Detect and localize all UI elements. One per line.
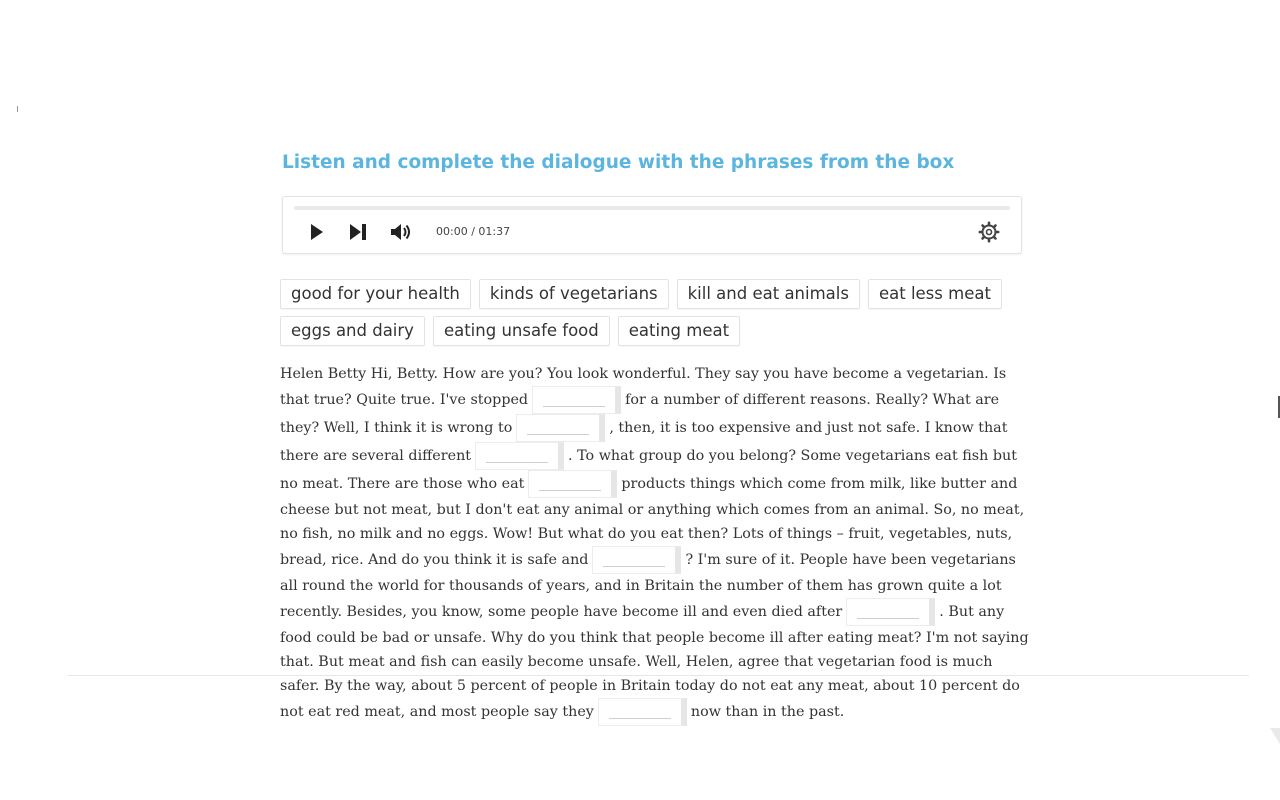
volume-icon	[389, 221, 413, 243]
dialogue-segment: . But any food could be bad or unsafe. Why do you think that people become ill after eating meat? I'm not saying that. But meat and fish can easily become unsafe. Well, Helen, agree that vegetarian food is much safer. By the way, about 5 percent of people in Britain today do not eat any meat, about 10 percent do not eat red meat, and most people say they	[280, 604, 1029, 720]
phrase-chip[interactable]: kill and eat animals	[677, 279, 860, 309]
audio-time-display: 00:00 / 01:37	[436, 225, 511, 238]
answer-gap-2[interactable]	[516, 414, 605, 442]
corner-decoration	[1270, 728, 1280, 744]
answer-gap-1[interactable]	[532, 386, 621, 414]
phrase-bank	[280, 279, 1040, 353]
phrase-chip[interactable]: eating unsafe food	[433, 316, 610, 346]
dialogue-segment: now than in the past.	[690, 704, 845, 720]
answer-gap-5[interactable]	[592, 546, 681, 574]
phrase-chip[interactable]: good for your health	[280, 279, 471, 309]
play-icon	[305, 221, 327, 243]
phrase-row	[280, 279, 1040, 309]
answer-gap-6[interactable]	[846, 598, 935, 626]
answer-gap-4[interactable]	[528, 470, 617, 498]
dialogue-segment: , then, it is too expensive and just not safe. I know that there are several different	[280, 420, 1008, 464]
dialogue-segment: products things which come from milk, like butter and cheese but not meat, but I don't eat any animal or anything which comes from an animal. So, no meat, no fish, no milk and no eggs. Wow! But what do you eat then? Lots of things – fruit, vegetables, nuts, bread, rice. And do you think it is safe and	[280, 476, 1025, 568]
phrase-chip[interactable]: kinds of vegetarians	[479, 279, 669, 309]
dialogue-segment: Helen Betty Hi, Betty. How are you? You look wonderful. They say you have become a vegetarian. Is that true? Quite true. I've stopped	[280, 366, 1007, 408]
audio-progress-track[interactable]	[294, 206, 1010, 210]
volume-button[interactable]	[389, 221, 411, 243]
section-divider	[68, 675, 1249, 676]
dialogue-segment: ? I'm sure of it. People have been vegetarians all round the world for thousands of years, and in Britain the number of them has grown quite a lot recently. Besides, you know, some people have become ill and even died after	[280, 552, 1016, 620]
dialogue-text	[280, 362, 1030, 726]
gear-icon	[978, 221, 1000, 243]
skip-forward-icon	[347, 221, 369, 243]
answer-gap-7[interactable]	[598, 698, 687, 726]
audio-player	[282, 196, 1022, 254]
skip-forward-button[interactable]	[347, 221, 369, 243]
dialogue-segment: for a number of different reasons. Really? What are they? Well, I think it is wrong to	[280, 392, 1000, 436]
phrase-chip[interactable]: eating meat	[618, 316, 740, 346]
play-button[interactable]	[305, 221, 327, 243]
phrase-chip[interactable]: eggs and dairy	[280, 316, 425, 346]
phrase-row	[280, 316, 1040, 346]
phrase-chip[interactable]: eat less meat	[868, 279, 1002, 309]
settings-button[interactable]	[978, 221, 1000, 243]
page-edge-mark	[17, 106, 18, 112]
exercise-instruction: Listen and complete the dialogue with the phrases from the box	[282, 152, 955, 173]
answer-gap-3[interactable]	[475, 442, 564, 470]
dialogue-segment: . To what group do you belong? Some vegetarians eat fish but no meat. There are those who eat	[280, 448, 1017, 492]
